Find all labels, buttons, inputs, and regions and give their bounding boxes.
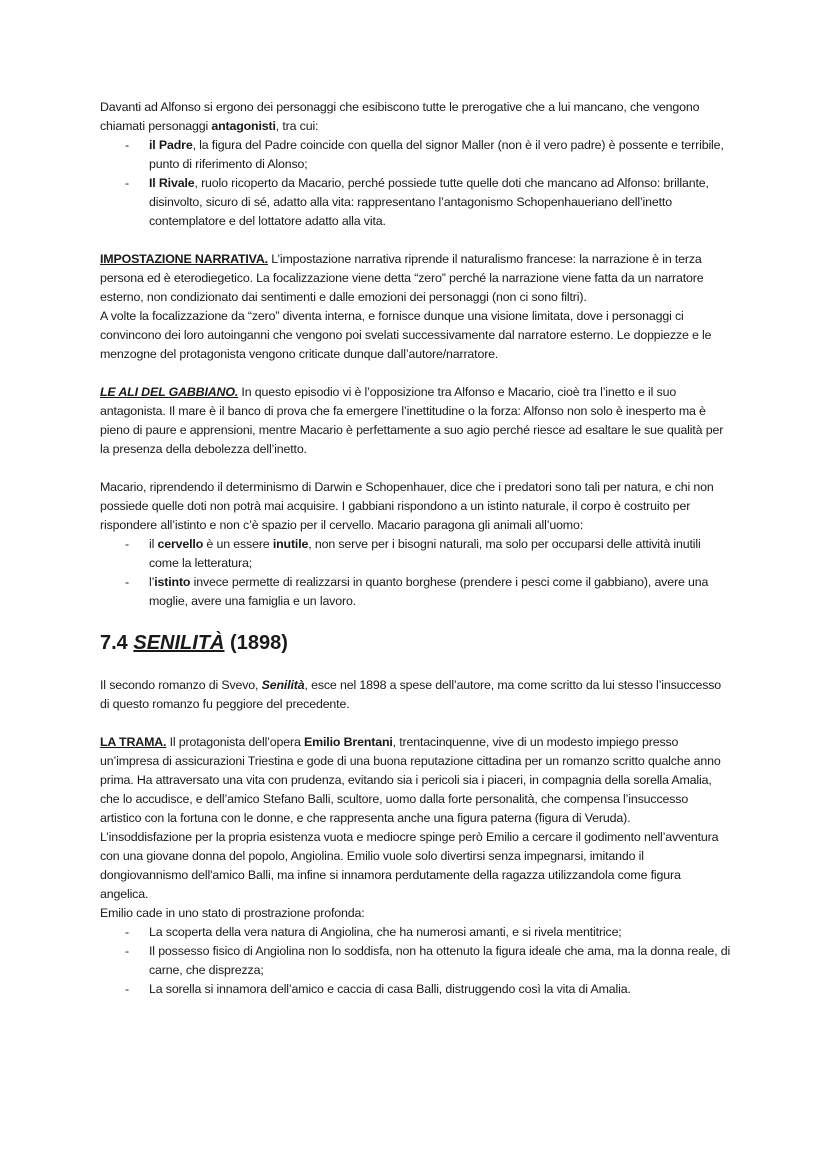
text-run: Il protagonista dell’opera [166, 735, 305, 749]
emphasis-text: Senilità [261, 678, 305, 692]
text-run: In questo episodio vi è l’opposizione tra Alfonso e Macario, cioè tra l’inetto e il suo antagonista. Il mare è il banco di prova che fa emergere l’inettitudine o la forza: Alfonso non solo è inesperto ma è pieno di paure e apprensioni, mentre Macario è perfettamente a suo agio perché riesce ad esaltare le sue qualità per la presenza della debolezza dell’inetto. [100, 385, 724, 456]
list-item [100, 174, 732, 231]
list-item [100, 535, 732, 573]
text-run: , la figura del Padre coincide con quella del signor Maller (non è il vero padre) è possente e terribile, punto di riferimento di Alonso; [149, 138, 724, 171]
text-run: invece permette di realizzarsi in quanto borghese (prendere i pesci come il gabbiano), avere una moglie, avere una famiglia e un lavoro. [149, 575, 709, 608]
paragraph [100, 676, 732, 714]
text-run: , ruolo ricoperto da Macario, perché possiede tutte quelle doti che mancano ad Alfonso: brillante, disinvolto, sicuro di sé, adatto alla vita: rappresentano l’antagonismo Schopenhaueriano dell’inetto contemplatore e del lottatore adatto alla vita. [149, 176, 709, 228]
emphasis-text: IMPOSTAZIONE NARRATIVA. [100, 252, 268, 266]
bullet-dash-icon: - [125, 537, 129, 551]
paragraph [100, 250, 732, 364]
text-run: , tra cui: [275, 119, 319, 133]
list-item [100, 573, 732, 611]
text-run: Il secondo romanzo di Svevo, [100, 678, 262, 692]
paragraph [100, 733, 732, 923]
emphasis-text: Emilio Brentani [304, 735, 393, 749]
bullet-dash-icon: - [125, 176, 129, 190]
emphasis-text: antagonisti [211, 119, 276, 133]
paragraph [100, 383, 732, 459]
text-run: Il possesso fisico di Angiolina non lo soddisfa, non ha ottenuto la figura ideale che ama, ma la donna reale, di carne, che disprezza; [149, 944, 731, 977]
list-item [100, 136, 732, 174]
emphasis-text: Il Rivale [149, 176, 195, 190]
text-run: A volte la focalizzazione da “zero” diventa interna, e fornisce dunque una visione limitata, dove i personaggi ci convincono dei loro autoinganni che vengono poi svelati successivamente dal narratore esterno. Le doppiezze e le menzogne del protagonista vengono criticate dunque dall’autore/narratore. [100, 309, 712, 361]
text-run: L’impostazione narrativa riprende il naturalismo francese: la narrazione è in terza persona ed è eterodiegetico. La focalizzazione viene detta “zero” perché la narrazione viene fatta da un narratore esterno, non condizionato dai sentimenti e dalle emozioni dei personaggi (non ci sono filtri). [100, 252, 704, 304]
emphasis-text: LE ALI DEL GABBIANO. [100, 385, 239, 399]
text-run: Macario, riprendendo il determinismo di Darwin e Schopenhauer, dice che i predatori sono tali per natura, e chi non possiede quelle doti non potrà mai acquisire. I gabbiani rispondono a un istinto naturale, il corpo è costruito per rispondere all’istinto e non c’è spazio per il cervello. Macario paragona gli animali all’uomo: [100, 480, 714, 532]
list-item [100, 942, 732, 980]
text-run: La sorella si innamora dell’amico e caccia di casa Balli, distruggendo così la vita di Amalia. [149, 982, 631, 996]
bullet-list [100, 136, 732, 231]
list-item [100, 923, 732, 942]
bullet-dash-icon: - [125, 982, 129, 996]
emphasis-text: istinto [154, 575, 191, 589]
text-run: è un essere [203, 537, 273, 551]
document-page [100, 98, 732, 1018]
text-run: , non serve per i bisogni naturali, ma solo per occuparsi delle attività inutili come la letteratura; [149, 537, 701, 570]
emphasis-text: il Padre [149, 138, 193, 152]
text-run: (1898) [224, 632, 288, 654]
list-item [100, 980, 732, 999]
emphasis-text: inutile [272, 537, 309, 551]
text-run: 7.4 [100, 632, 134, 654]
text-run: Emilio cade in uno stato di prostrazione profonda: [100, 906, 365, 920]
text-run: L’insoddisfazione per la propria esistenza vuota e mediocre spinge però Emilio a cercare il godimento nell’avventura con una giovane donna del popolo, Angiolina. Emilio vuole solo divertirsi senza impegnarsi, imitando il dongiovannismo dell'amico Balli, ma infine si innamora perdutamente della ragazza utilizzandola come figura angelica. [100, 830, 719, 901]
emphasis-text: LA TRAMA. [100, 735, 167, 749]
text-run: l’ [149, 575, 155, 589]
bullet-dash-icon: - [125, 138, 129, 152]
bullet-dash-icon: - [125, 944, 129, 958]
paragraph [100, 478, 732, 535]
bullet-dash-icon: - [125, 575, 129, 589]
bullet-dash-icon: - [125, 925, 129, 939]
bullet-list [100, 535, 732, 611]
section-heading [100, 630, 732, 656]
text-run: , esce nel 1898 a spese dell’autore, ma come scritto da lui stesso l’insuccesso di questo romanzo fu peggiore del precedente. [100, 678, 722, 711]
text-run: La scoperta della vera natura di Angiolina, che ha numerosi amanti, e si rivela mentitrice; [149, 925, 622, 939]
paragraph [100, 98, 732, 136]
text-run: il [149, 537, 158, 551]
text-run: Davanti ad Alfonso si ergono dei personaggi che esibiscono tutte le prerogative che a lui mancano, che vengono chiamati personaggi [100, 100, 700, 133]
emphasis-text: cervello [157, 537, 204, 551]
text-run: , trentacinquenne, vive di un modesto impiego presso un’impresa di assicurazioni Triestina e gode di una buona reputazione cittadina per un romanzo scritto qualche anno prima. Ha attraversato una vita con prudenza, evitando sia i pericoli sia i piaceri, in compagnia della sorella Amalia, che lo accudisce, e dell’amico Stefano Balli, scultore, uomo dalla forte personalità, che compensa l’insuccesso artistico con la fortuna con le donne, e che rappresenta anche una figura paterna (figura di Veruda). [100, 735, 721, 825]
emphasis-text: SENILITÀ [133, 632, 225, 654]
bullet-list [100, 923, 732, 999]
